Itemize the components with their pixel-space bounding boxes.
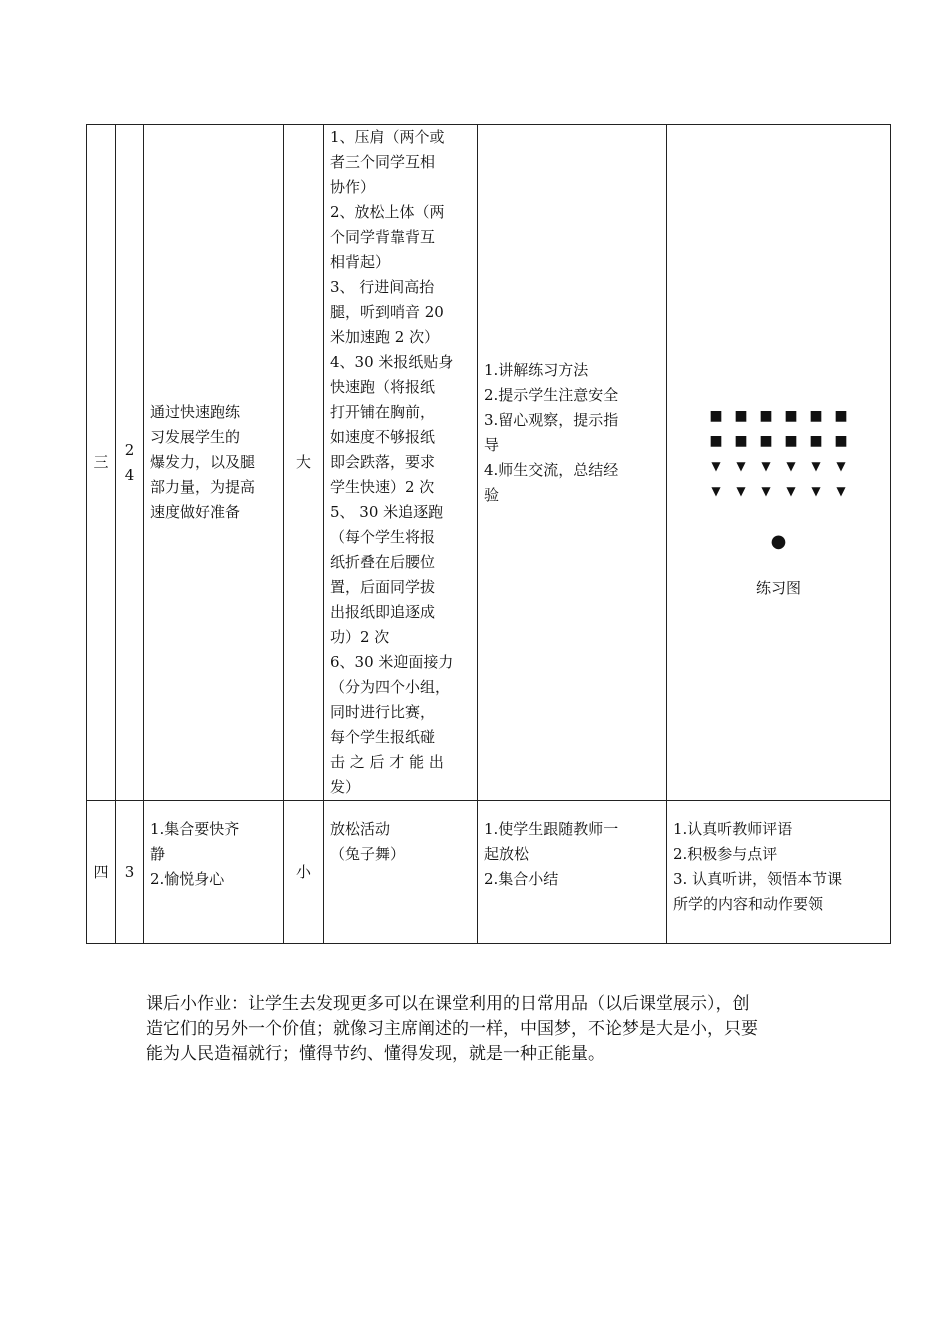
table-row bbox=[87, 801, 891, 944]
content-line: 4、30 米报纸贴身 bbox=[330, 353, 454, 371]
student-triangle-icon bbox=[704, 454, 729, 479]
student-triangle-icon bbox=[829, 454, 854, 479]
student-square-icon bbox=[829, 429, 854, 454]
content-line: 1、压肩（两个或 bbox=[330, 128, 445, 146]
content-line: （每个学生将报 bbox=[330, 528, 436, 546]
goal-line: 爆发力，以及腿 bbox=[150, 453, 256, 471]
student-activity-cell bbox=[667, 801, 891, 944]
content-line: 置，后面同学拔 bbox=[330, 578, 436, 596]
content-line: 2、放松上体（两 bbox=[330, 203, 445, 221]
teacher-line: 2.集合小结 bbox=[484, 870, 559, 888]
formation-diagram bbox=[673, 404, 884, 601]
student-square-icon bbox=[754, 404, 779, 429]
formation-diagram-cell bbox=[667, 125, 891, 801]
content-line: 3、 行进间高抬 bbox=[330, 278, 435, 296]
student-square-icon bbox=[729, 429, 754, 454]
student-triangle-icon bbox=[829, 479, 854, 504]
student-triangle-icon bbox=[779, 479, 804, 504]
content-line: 6、30 米迎面接力 bbox=[330, 653, 454, 671]
teacher-activity-cell bbox=[478, 801, 667, 944]
content-line: 者三个同学互相 bbox=[330, 153, 436, 171]
student-line: 3. 认真听讲，领悟本节课 bbox=[673, 870, 843, 888]
homework-paragraph bbox=[146, 992, 836, 1067]
content-line: 快速跑（将报纸 bbox=[330, 378, 436, 396]
student-square-icon bbox=[804, 429, 829, 454]
student-square-icon bbox=[704, 429, 729, 454]
goal-line: 通过快速跑练 bbox=[150, 403, 241, 421]
content-line: 即会跌落，要求 bbox=[330, 453, 436, 471]
content-line: 每个学生报纸碰 bbox=[330, 728, 436, 746]
goal-line: 部力量，为提高 bbox=[150, 478, 256, 496]
student-line: 2.积极参与点评 bbox=[673, 845, 778, 863]
content-cell bbox=[324, 125, 478, 801]
student-triangle-icon bbox=[754, 454, 779, 479]
content-line: 放松活动 bbox=[330, 820, 391, 838]
student-triangle-icon bbox=[804, 479, 829, 504]
teacher-line: 1.使学生跟随教师一 bbox=[484, 820, 619, 838]
student-square-icon bbox=[779, 404, 804, 429]
teacher-activity-cell bbox=[478, 125, 667, 801]
student-square-icon bbox=[829, 404, 854, 429]
section-cell: 三 bbox=[87, 125, 116, 801]
student-line: 1.认真听教师评语 bbox=[673, 820, 793, 838]
student-square-icon bbox=[704, 404, 729, 429]
diagram-caption: 练习图 bbox=[755, 579, 801, 597]
student-triangle-icon bbox=[779, 454, 804, 479]
teacher-line: 验 bbox=[484, 485, 500, 504]
content-line: 击 之 后 才 能 出 bbox=[330, 753, 444, 771]
content-line: 功）2 次 bbox=[330, 628, 390, 646]
intensity-cell: 大 bbox=[284, 125, 324, 801]
content-line: 打开铺在胸前， bbox=[330, 403, 436, 421]
content-line: 发） bbox=[330, 778, 361, 796]
formation-row bbox=[704, 404, 854, 429]
student-square-icon bbox=[754, 429, 779, 454]
content-line: （兔子舞） bbox=[330, 845, 406, 863]
teacher-line: 起放松 bbox=[484, 845, 530, 863]
table-row bbox=[87, 125, 891, 801]
student-triangle-icon bbox=[729, 454, 754, 479]
homework-line: 能为人民造福就行；懂得节约、懂得发现，就是一种正能量。 bbox=[146, 1044, 605, 1064]
lesson-plan-table bbox=[86, 124, 891, 944]
student-square-icon bbox=[804, 404, 829, 429]
formation-row bbox=[704, 479, 854, 504]
goal-line: 2.愉悦身心 bbox=[150, 870, 225, 888]
homework-line: 造它们的另外一个价值；就像习主席阐述的一样，中国梦，不论梦是大是小，只要 bbox=[146, 1019, 758, 1039]
student-line: 所学的内容和动作要领 bbox=[673, 895, 824, 913]
formation-row bbox=[704, 454, 854, 479]
content-line: 如速度不够报纸 bbox=[330, 428, 436, 446]
student-triangle-icon bbox=[729, 479, 754, 504]
teacher-line: 2.提示学生注意安全 bbox=[484, 385, 619, 404]
student-triangle-icon bbox=[754, 479, 779, 504]
content-line: 同时进行比赛， bbox=[330, 703, 436, 721]
content-line: 相背起） bbox=[330, 253, 391, 271]
content-cell bbox=[324, 801, 478, 944]
section-cell: 四 bbox=[87, 801, 116, 944]
homework-line: 课后小作业：让学生去发现更多可以在课堂利用的日常用品（以后课堂展示），创 bbox=[146, 994, 750, 1014]
teacher-line: 3.留心观察，提示指 bbox=[484, 410, 619, 429]
goal-cell bbox=[144, 801, 284, 944]
student-square-icon bbox=[779, 429, 804, 454]
teacher-line: 1.讲解练习方法 bbox=[484, 360, 589, 379]
intensity-cell: 小 bbox=[284, 801, 324, 944]
minutes-digit: 4 bbox=[124, 465, 135, 484]
goal-cell bbox=[144, 125, 284, 801]
content-line: 个同学背靠背互 bbox=[330, 228, 436, 246]
minutes-cell bbox=[116, 125, 144, 801]
teacher-line: 4.师生交流，总结经 bbox=[484, 460, 619, 479]
content-line: 纸折叠在后腰位 bbox=[330, 553, 436, 571]
content-line: 协作） bbox=[330, 178, 376, 196]
teacher-line: 导 bbox=[484, 435, 500, 454]
minutes-digit: 2 bbox=[124, 440, 135, 459]
goal-line: 速度做好准备 bbox=[150, 503, 241, 521]
content-line: 腿，听到哨音 20 bbox=[330, 303, 444, 321]
content-line: （分为四个小组， bbox=[330, 678, 451, 696]
minutes-cell: 3 bbox=[116, 801, 144, 944]
teacher-position-icon: ● bbox=[770, 531, 787, 552]
student-triangle-icon bbox=[804, 454, 829, 479]
content-line: 米加速跑 2 次） bbox=[330, 328, 440, 346]
goal-line: 习发展学生的 bbox=[150, 428, 241, 446]
formation-row bbox=[704, 429, 854, 454]
content-line: 出报纸即追逐成 bbox=[330, 603, 436, 621]
goal-line: 静 bbox=[150, 845, 166, 863]
student-square-icon bbox=[729, 404, 754, 429]
content-line: 学生快速）2 次 bbox=[330, 478, 435, 496]
content-line: 5、 30 米追逐跑 bbox=[330, 503, 444, 521]
student-triangle-icon bbox=[704, 479, 729, 504]
goal-line: 1.集合要快齐 bbox=[150, 820, 240, 838]
